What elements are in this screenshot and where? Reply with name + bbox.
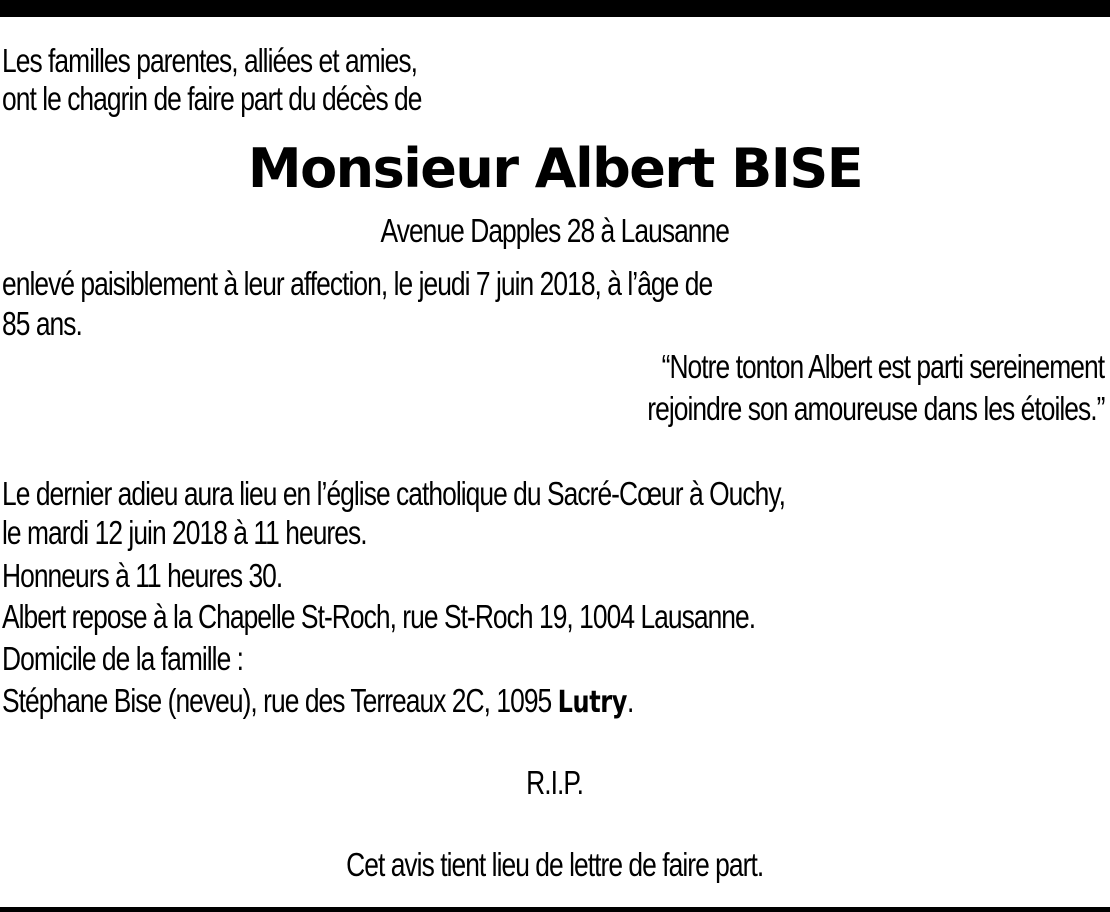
family-address-end: . [626,682,634,719]
quote-line-2: rejoindre son amoureuse dans les étoiles.” [646,390,1104,427]
passing-line-2: 85 ans. [2,305,82,342]
ceremony-line-3: Honneurs à 11 heures 30. [2,557,283,594]
rip-line [0,764,1110,802]
ceremony-line-4: Albert repose à la Chapelle St-Roch, rue St-Roch 19, 1004 Lausanne. [2,598,756,635]
family-address-line [2,682,633,722]
deceased-name: Monsieur Albert BISE [247,137,863,200]
passing-line-1: enlevé paisiblement à leur affection, le jeudi 7 juin 2018, à l’âge de [2,265,713,302]
top-border-rule [0,0,1110,17]
deceased-address-text: Avenue Dapples 28 à Lausanne [380,212,730,249]
ceremony-line-2: le mardi 12 juin 2018 à 11 heures. [2,514,367,551]
bottom-border-rule [0,907,1110,912]
intro-line-1: Les familles parentes, alliées et amies, [2,42,418,79]
deceased-address [0,212,1110,250]
family-domicile-label: Domicile de la famille : [2,640,244,677]
family-address-text: Stéphane Bise (neveu), rue des Terreaux 2C, 1095 [2,682,558,719]
quote-line-1: “Notre tonton Albert est parti sereinement [661,348,1104,385]
intro-line-2: ont le chagrin de faire part du décès de [2,80,422,117]
rip-text: R.I.P. [526,764,584,801]
family-town: Lutry [557,685,627,720]
closing-notice [0,846,1110,884]
closing-notice-text: Cet avis tient lieu de lettre de faire part. [346,846,764,883]
ceremony-line-1: Le dernier adieu aura lieu en l’église catholique du Sacré-Cœur à Ouchy, [2,475,786,512]
